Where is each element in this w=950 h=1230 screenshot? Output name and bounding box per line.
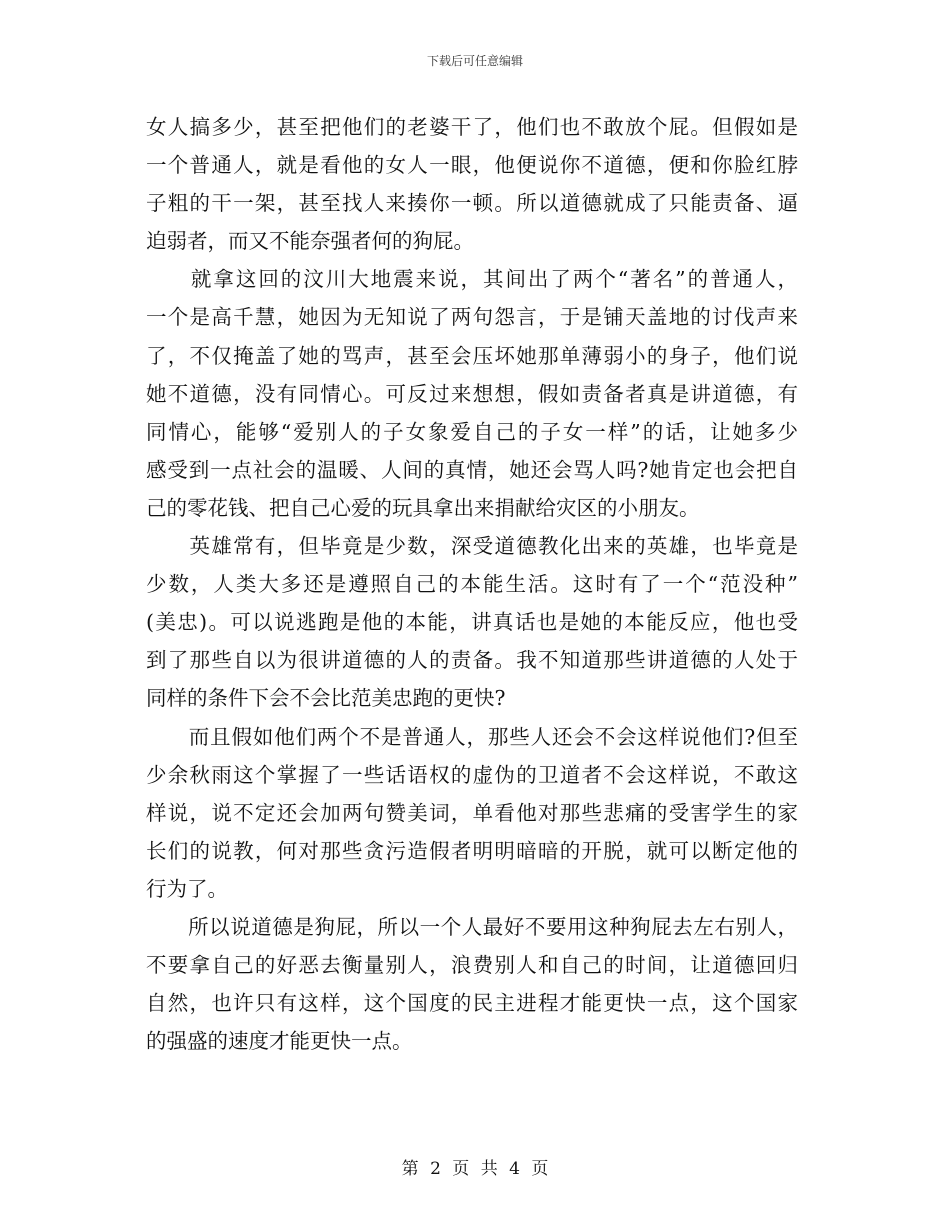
text-line: 少数，人类大多还是遵照自己的本能生活。这时有了一个“范没种”: [146, 572, 798, 597]
text-line: 英雄常有，但毕竟是少数，深受道德教化出来的英雄，也毕竟是: [146, 534, 798, 559]
text-line: (美忠)。可以说逃跑是他的本能，讲真话也是她的本能反应，他也受: [146, 610, 798, 635]
text-line: 所以说道德是狗屁，所以一个人最好不要用这种狗屁去左右别人，: [146, 914, 798, 939]
page-number-footer: 第 2 页 共 4 页: [401, 1159, 549, 1179]
document-body: [146, 108, 798, 1060]
text-line: 自然，也许只有这样，这个国度的民主进程才能更快一点，这个国家: [146, 991, 798, 1016]
text-line: 了，不仅掩盖了她的骂声，甚至会压坏她那单薄弱小的身子，他们说: [146, 343, 798, 368]
text-line: 感受到一点社会的温暖、人间的真情，她还会骂人吗?她肯定也会把自: [146, 457, 798, 482]
text-line: 迫弱者，而又不能奈强者何的狗屁。: [146, 229, 474, 254]
text-line: 样说，说不定还会加两句赞美词，单看他对那些悲痛的受害学生的家: [146, 800, 798, 825]
text-line: 行为了。: [146, 876, 228, 901]
text-line: 己的零花钱、把自己心爱的玩具拿出来捐献给灾区的小朋友。: [146, 495, 700, 520]
text-line: 她不道德，没有同情心。可反过来想想，假如责备者真是讲道德，有: [146, 381, 798, 406]
text-line: 子粗的干一架，甚至找人来揍你一顿。所以道德就成了只能责备、逼: [146, 191, 798, 216]
text-line: 而且假如他们两个不是普通人，那些人还会不会这样说他们?但至: [146, 724, 798, 749]
text-line: 少余秋雨这个掌握了一些话语权的虚伪的卫道者不会这样说，不敢这: [146, 762, 798, 787]
text-line: 一个普通人，就是看他的女人一眼，他便说你不道德，便和你脸红脖: [146, 153, 798, 178]
text-line: 长们的说教，何对那些贪污造假者明明暗暗的开脱，就可以断定他的: [146, 838, 798, 863]
text-line: 同情心，能够“爱别人的子女象爱自己的子女一样”的话，让她多少: [146, 419, 798, 444]
text-line: 就拿这回的汶川大地震来说，其间出了两个“著名”的普通人，: [146, 267, 798, 292]
text-line: 不要拿自己的好恶去衡量别人，浪费别人和自己的时间，让道德回归: [146, 953, 798, 978]
text-line: 的强盛的速度才能更快一点。: [146, 1029, 413, 1054]
text-line: 女人搞多少，甚至把他们的老婆干了，他们也不敢放个屁。但假如是: [146, 115, 798, 139]
page-header-note: 下载后可任意编辑: [426, 54, 523, 68]
text-line: 到了那些自以为很讲道德的人的责备。我不知道那些讲道德的人处于: [146, 648, 798, 673]
text-line: 一个是高千慧，她因为无知说了两句怨言，于是铺天盖地的讨伐声来: [146, 305, 798, 330]
text-line: 同样的条件下会不会比范美忠跑的更快?: [146, 686, 506, 711]
